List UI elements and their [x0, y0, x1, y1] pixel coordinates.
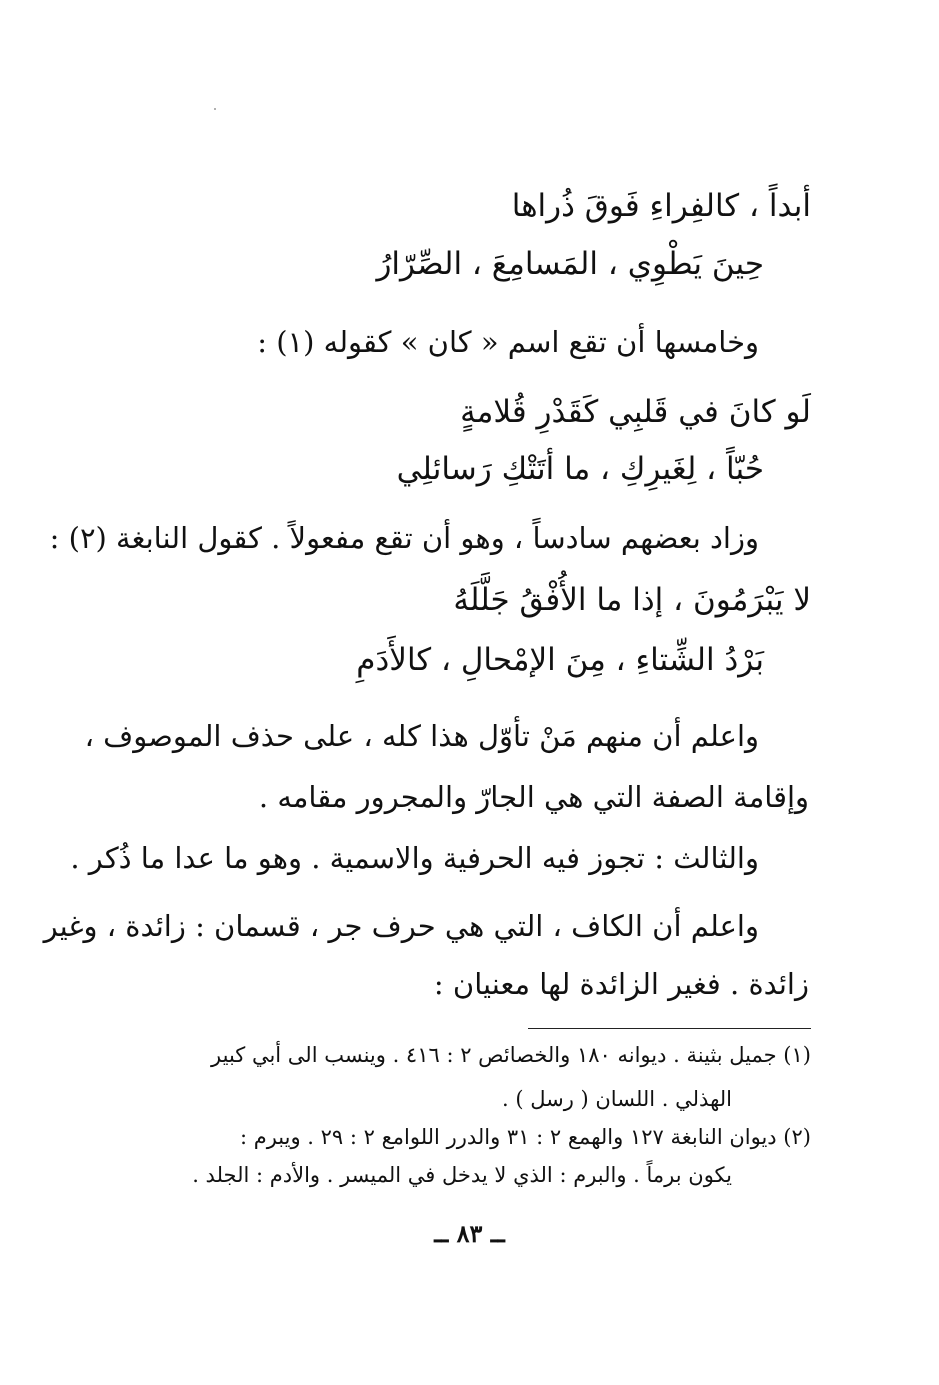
page-number: ــ ٨٣ ــ: [434, 1219, 505, 1248]
paragraph-line: وزاد بعضهم سادساً ، وهو أن تقع مفعولاً . كقول النابغة (٢) :: [49, 521, 759, 555]
paragraph-line: زائدة . فغير الزائدة لها معنيان :: [433, 967, 809, 1001]
paragraph-line: واعلم أن منهم مَنْ تأوّل هذا كله ، على حذف الموصوف ،: [84, 719, 759, 753]
verse-line-4: حُبّاً ، لِغَيرِكِ ، ما أتَتْكِ رَسائلِي: [396, 451, 764, 487]
verse-line-3: لَو كانَ في قَلبِي كَقَدْرِ قُلامةٍ: [460, 394, 811, 430]
footnote-separator: [528, 1028, 811, 1029]
verse-line-6: بَرْدُ الشِّتاءِ ، مِنَ الإمْحالِ ، كالأَدَمِ: [356, 642, 764, 678]
verse-line-1: أبداً ، كالفِراءِ فَوقَ ذُراها: [511, 188, 811, 224]
footnote-2-line-2: يكون برماً . والبرم : الذي لا يدخل في الميسر . والأدم : الجلد .: [192, 1163, 732, 1187]
verse-line-2: حِينَ يَطْوِي ، المَسامِعَ ، الصِّرّارُ: [376, 246, 764, 282]
footnote-2-line-1: (٢) ديوان النابغة ١٢٧ والهمع ٢ : ٣١ والدرر اللوامع ٢ : ٢٩ . ويبرم :: [239, 1125, 811, 1149]
footnote-1-line-1: (١) جميل بثينة . ديوانه ١٨٠ والخصائص ٢ : ٤١٦ . وينسب الى أبي كبير: [211, 1043, 811, 1067]
footnote-1-line-2: الهذلي . اللسان ( رسل ) .: [501, 1087, 732, 1111]
scan-speck: [214, 108, 216, 110]
verse-line-5: لا يَبْرَمُونَ ، إذا ما الأُفْقُ جَلَّلَهُ: [453, 582, 811, 618]
paragraph-line: وخامسها أن تقع اسم « كان » كقوله (١) :: [257, 325, 759, 359]
paragraph-line: وإقامة الصفة التي هي الجارّ والمجرور مقامه .: [258, 780, 809, 814]
paragraph-line: والثالث : تجوز فيه الحرفية والاسمية . وهو ما عدا ما ذُكر .: [70, 841, 759, 875]
paragraph-line: واعلم أن الكاف ، التي هي حرف جر ، قسمان : زائدة ، وغير: [43, 909, 759, 943]
